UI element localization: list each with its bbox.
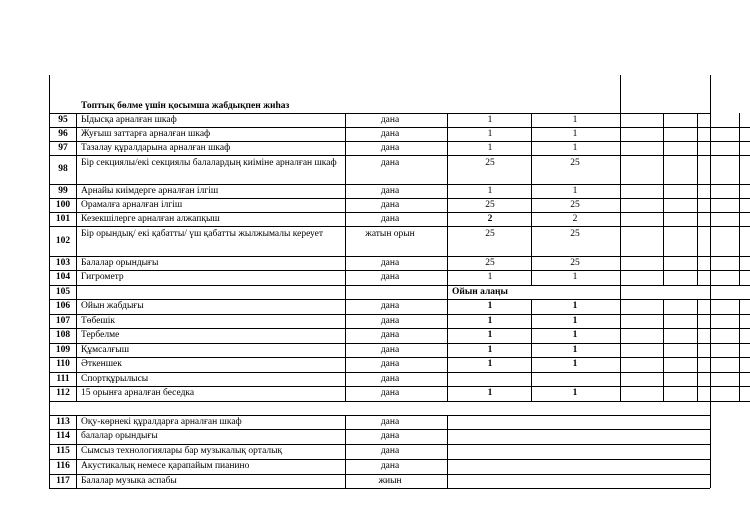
cell-num: 102	[55, 235, 71, 246]
col-rule	[739, 299, 740, 401]
cell-unit: дана	[380, 272, 400, 282]
cell-name: Балалар орындығы	[81, 257, 159, 268]
row-rule	[49, 285, 750, 286]
cell-unit: дана	[380, 128, 400, 139]
cell-unit: дана	[380, 416, 400, 427]
row-rule	[49, 155, 750, 156]
cell-name: Орамалға арналған ілгіш	[81, 199, 183, 210]
col-rule	[447, 415, 448, 488]
cell-num: 103	[55, 257, 71, 268]
cell-q2: 1	[572, 301, 578, 311]
cell-unit: дана	[380, 185, 400, 196]
left-border	[49, 75, 50, 488]
cell-q1: 1	[487, 272, 493, 282]
cell-q1: 1	[487, 359, 493, 369]
cell-q2: 25	[570, 199, 580, 210]
cell-q1: 25	[485, 257, 495, 268]
cell-q2: 1	[572, 359, 578, 369]
cell-name: Тазалау құралдарына арналған шкаф	[81, 142, 231, 153]
cell-num: 106	[55, 301, 71, 311]
cell-name: Балалар музыка аспабы	[81, 475, 177, 486]
cell-unit: дана	[380, 315, 400, 326]
cell-name: Жуғыш заттарға арналған шкаф	[81, 128, 211, 139]
cell-q2: 1	[572, 388, 578, 398]
cell-unit: дана	[380, 330, 400, 340]
cell-unit: дана	[380, 388, 400, 398]
col-rule	[447, 113, 448, 401]
cell-unit: дана	[380, 373, 400, 384]
row-rule	[49, 226, 750, 227]
col-rule	[76, 113, 77, 401]
cell-name: Төбешік	[81, 315, 116, 326]
row-rule	[49, 328, 750, 329]
cell-q2: 1	[572, 142, 578, 153]
cell-q1: 1	[487, 344, 493, 355]
cell-q1: 25	[485, 158, 495, 168]
section-header: Топтық бөлме үшін қосымша жабдықпен жиһаз	[81, 101, 290, 111]
cell-num: 111	[56, 373, 70, 384]
cell-num: 104	[55, 272, 71, 282]
cell-q1: 1	[487, 388, 493, 398]
cell-name: Әткеншек	[81, 359, 122, 369]
cell-name: Бір секциялы/екі секциялы балалардың киіміне арналған шкаф	[81, 158, 337, 168]
cell-name: Спортқұрылысы	[81, 373, 149, 384]
cell-q1: 25	[485, 229, 495, 239]
cell-name: Сымсыз технологиялары бар музыкалық орталық	[81, 446, 283, 456]
cell-name: Акустикалық немесе қарапайым пианино	[81, 461, 250, 471]
cell-q1: 1	[487, 315, 493, 326]
col-rule	[663, 299, 664, 401]
cell-num: 100	[55, 199, 71, 210]
cell-unit: дана	[380, 199, 400, 210]
cell-q2: 1	[572, 128, 578, 139]
cell-unit: дана	[380, 446, 400, 456]
cell-num: 109	[55, 344, 71, 355]
cell-name: Гигрометр	[81, 272, 124, 282]
cell-q1: 25	[485, 199, 495, 210]
cell-unit: жиын	[378, 475, 402, 486]
cell-num: 117	[56, 475, 70, 486]
cell-name: балалар орындығы	[81, 431, 158, 441]
cell-name: Бір орындық/ екі қабатты/ үш қабатты жылжымалы кереует	[81, 229, 324, 239]
cell-q2: 25	[570, 229, 580, 239]
row-rule	[49, 459, 710, 460]
cell-q2: 1	[572, 330, 578, 340]
cell-num: 114	[56, 431, 70, 441]
cell-unit: дана	[380, 461, 400, 471]
row-rule	[49, 299, 750, 300]
cell-q2: 1	[572, 315, 578, 326]
cell-q1: 1	[487, 114, 493, 125]
col-rule	[710, 75, 711, 488]
cell-num: 113	[56, 416, 70, 427]
cell-q2: 25	[570, 257, 580, 268]
cell-q2: 1	[572, 344, 578, 355]
row-rule	[49, 429, 710, 430]
cell-q1: 1	[487, 301, 493, 311]
cell-name: Ойын жабдығы	[81, 301, 144, 311]
gap-rule	[49, 401, 710, 402]
cell-num: 108	[55, 330, 71, 340]
cell-q2: 2	[572, 213, 578, 224]
row-rule	[49, 444, 710, 445]
cell-name: Кезекшілерге арналған алжапқыш	[81, 213, 220, 224]
cell-num: 96	[58, 128, 68, 139]
cell-unit: дана	[380, 114, 400, 125]
cell-name: Арнайы киімдерге арналған ілгіш	[81, 185, 219, 196]
cell-q2: 1	[572, 114, 578, 125]
cell-num: 110	[56, 359, 70, 369]
cell-num: 99	[58, 185, 68, 196]
cell-q2: 25	[570, 158, 580, 168]
cell-unit: дана	[380, 158, 400, 168]
cell-unit: дана	[380, 301, 400, 311]
cell-q1: 2	[487, 213, 493, 224]
cell-num: 101	[55, 213, 71, 224]
cell-num: 107	[55, 315, 71, 326]
cell-unit: дана	[380, 431, 400, 441]
col-rule	[697, 299, 698, 401]
cell-unit: дана	[380, 213, 400, 224]
cell-unit: дана	[380, 257, 400, 268]
cell-name: Оқу-көрнекі құралдарға арналған шкаф	[81, 416, 242, 427]
cell-num: 98	[58, 164, 68, 174]
cell-q1: 1	[487, 185, 493, 196]
cell-name: Ыдысқа арналған шкаф	[81, 114, 177, 125]
col-rule	[620, 75, 621, 401]
cell-q1: 1	[487, 128, 493, 139]
col-rule	[697, 113, 698, 285]
cell-q1: 1	[487, 142, 493, 153]
cell-num: 97	[58, 142, 68, 153]
cell-num: 115	[56, 446, 70, 456]
cell-unit: дана	[380, 359, 400, 369]
cell-name: 15 орынға арналған беседка	[81, 388, 195, 398]
row-rule	[49, 386, 750, 387]
cell-name: Құмсалғыш	[81, 344, 130, 355]
row-rule	[49, 488, 710, 489]
cell-num: 105	[55, 286, 71, 297]
col-rule	[447, 285, 448, 299]
cell-unit: дана	[380, 142, 400, 153]
playground-header: Ойын алаңы	[452, 287, 508, 297]
cell-name: Тербелме	[81, 330, 120, 340]
cell-unit: дана	[380, 344, 400, 355]
cell-unit: жатын орын	[365, 229, 415, 239]
col-rule	[739, 113, 740, 285]
row-rule	[49, 270, 750, 271]
cell-q1: 1	[487, 330, 493, 340]
cell-num: 112	[56, 388, 70, 398]
col-rule	[76, 415, 77, 488]
cell-num: 95	[58, 114, 68, 125]
col-rule	[663, 113, 664, 285]
cell-num: 116	[56, 461, 70, 471]
cell-q2: 1	[572, 185, 578, 196]
row-rule	[49, 357, 750, 358]
cell-q2: 1	[572, 272, 578, 282]
